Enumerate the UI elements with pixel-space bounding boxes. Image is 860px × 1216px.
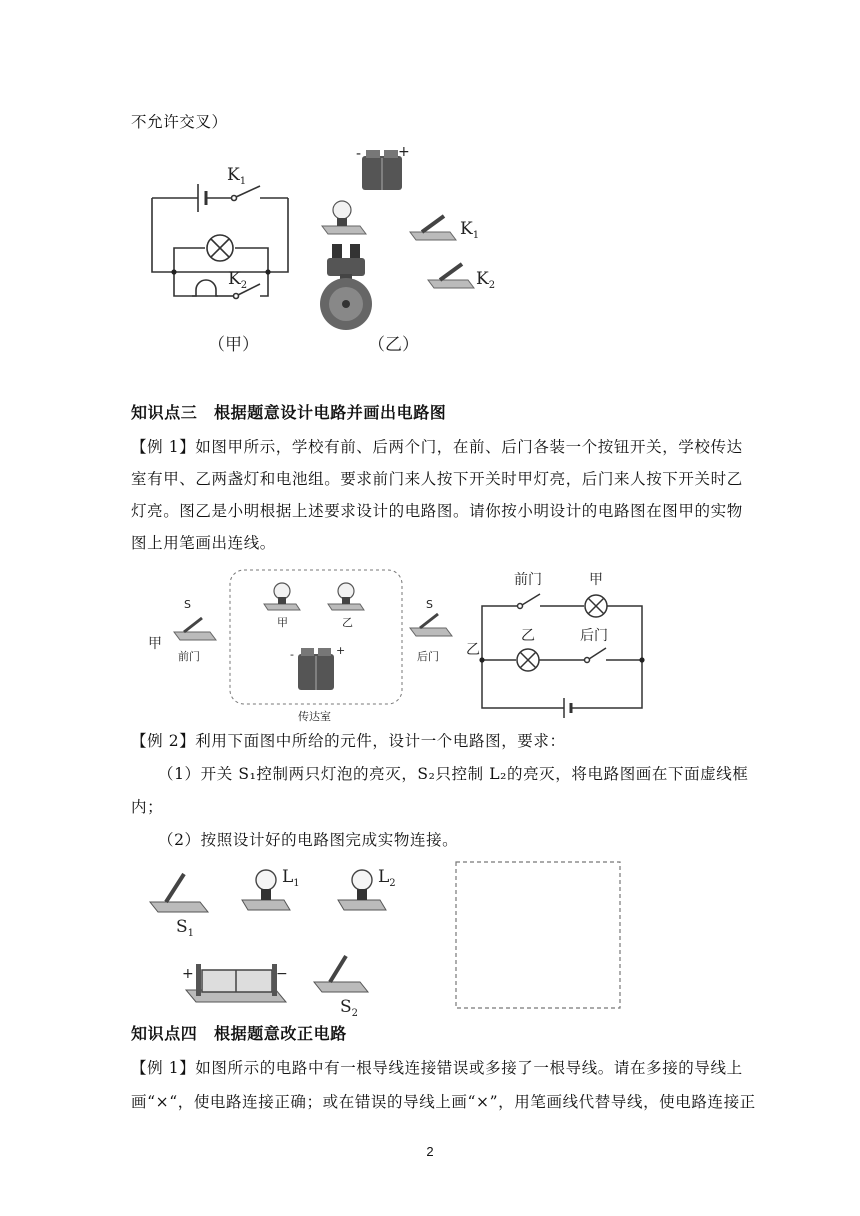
svg-text:L1: $L_1$ (282, 867, 300, 889)
label-k1: $K_1$ (227, 165, 247, 187)
switch-k1-image (410, 216, 479, 241)
ex2-line2: （1）开关 S₁控制两只灯泡的亮灭，S₂只控制 L₂的亮灭，将电路图画在下面虚线框 (158, 765, 749, 783)
svg-text:S1: $S_1$ (176, 917, 195, 939)
svg-text:S: S (426, 598, 433, 611)
label-k2: $K_2$ (228, 269, 248, 291)
sch-label-jia: 甲 (589, 572, 603, 588)
battery-holder-image (182, 964, 288, 1002)
caption-yi: （乙） (368, 335, 419, 355)
wire-left (152, 198, 174, 272)
svg-text:S: S (184, 598, 191, 611)
ex2-line3: 内； (131, 798, 164, 816)
label-k1-component: $K_1$ (460, 219, 480, 241)
svg-text:甲: 甲 (277, 616, 288, 629)
back-door-switch (410, 598, 452, 663)
ex2-line1: 【例 2】利用下面图中所给的元件，设计一个电路图，要求： (131, 732, 566, 750)
ex3-line1: 【例 1】如图所示的电路中有一根导线连接错误或多接了一根导线。请在多接的导线上 (131, 1059, 743, 1077)
lamp-jia-image (264, 583, 300, 629)
sch-label-yi-outer: 乙 (466, 642, 480, 658)
sch-label-yi: 乙 (521, 628, 535, 644)
bulb-image (322, 201, 366, 234)
bulb-l2-image (338, 867, 396, 910)
svg-text:+: + (336, 644, 346, 657)
sch-label-houmen: 后门 (580, 628, 608, 644)
ex1-line2: 室有甲、乙两盏灯和电池组。要求前门来人按下开关时甲灯亮，后门来人按下开关时乙 (131, 470, 743, 488)
svg-text:S2: $S_2$ (340, 997, 359, 1019)
front-door-switch (148, 598, 216, 663)
ex2-line4: （2）按照设计好的电路图完成实物连接。 (158, 831, 459, 849)
svg-text:−: − (276, 966, 288, 982)
switch-k2-image (428, 264, 495, 291)
answer-box (456, 862, 620, 1008)
caption-jia: （甲） (208, 335, 259, 355)
label-houmen: 后门 (417, 650, 439, 663)
label-chuandashi: 传达室 (298, 710, 331, 723)
schematic-2 (482, 594, 642, 718)
figure-1-circuit (130, 140, 550, 360)
svg-text:+: + (182, 966, 194, 982)
page-number: 2 (426, 1144, 434, 1159)
label-k2-component: $K_2$ (476, 269, 496, 291)
battery-pack-image (356, 144, 410, 190)
section3-heading: 知识点三 根据题意设计电路并画出电路图 (131, 403, 447, 422)
svg-text:L2: $L_2$ (378, 867, 396, 889)
figure-2 (140, 566, 660, 726)
sch-label-qianmen: 前门 (514, 572, 542, 588)
figure-3 (140, 856, 640, 1019)
section4-heading: 知识点四 根据题意改正电路 (131, 1024, 347, 1043)
label-qianmen: 前门 (178, 650, 200, 663)
intro-tail: 不允许交叉） (131, 113, 228, 131)
switch-s1-image (150, 874, 208, 939)
lamp-yi-image (328, 583, 364, 629)
ex3-line2: 画“×“，使电路连接正确；或在错误的导线上画“×”，用笔画线代替导线，使电路连接正 (131, 1093, 756, 1111)
switch-s2-image (314, 956, 368, 1019)
bulb-l1-image (242, 867, 300, 910)
svg-text:乙: 乙 (342, 616, 353, 629)
switch-k1-blade (236, 186, 260, 197)
battery-pack-image-2 (290, 644, 345, 690)
ex1-line4: 图上用笔画出连线。 (131, 534, 276, 552)
svg-text:-: - (290, 648, 294, 661)
svg-text:-: - (356, 146, 362, 162)
electric-bell-image (320, 244, 372, 330)
ex1-line3: 灯亮。图乙是小明根据上述要求设计的电路图。请你按小明设计的电路图在图甲的实物 (131, 502, 743, 520)
ex1-line1: 【例 1】如图甲所示，学校有前、后两个门，在前、后门各装一个按钮开关，学校传达 (131, 438, 743, 456)
bell-symbol (192, 280, 218, 296)
label-jia-outer: 甲 (148, 636, 162, 652)
svg-text:+: + (398, 144, 410, 160)
